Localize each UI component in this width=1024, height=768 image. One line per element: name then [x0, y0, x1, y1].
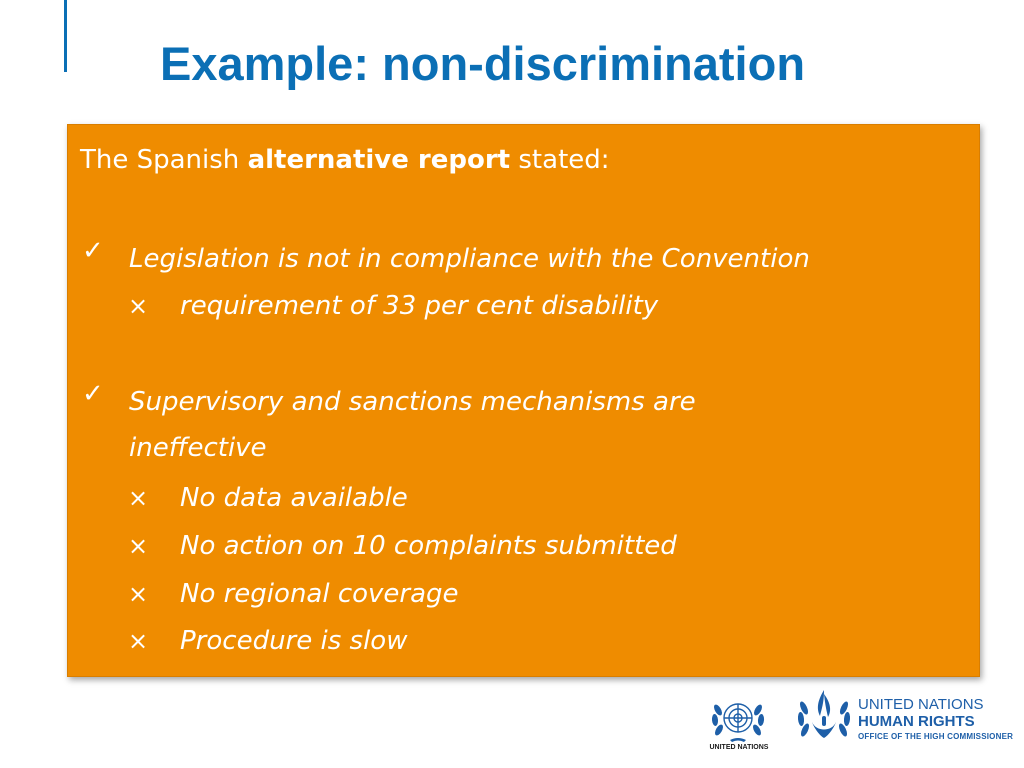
un-emblem-icon — [706, 694, 770, 744]
intro-bold: alternative report — [247, 145, 511, 175]
sub-text: No data available — [180, 483, 408, 513]
sub-text: Procedure is slow — [180, 626, 408, 656]
cross-icon: × — [128, 292, 149, 320]
cross-icon: × — [128, 532, 149, 560]
footer-logos — [700, 682, 1014, 762]
cross-icon: × — [128, 627, 149, 655]
check-text: Legislation is not in compliance with the Convention — [129, 244, 810, 274]
intro-prefix: The Spanish — [80, 145, 248, 175]
cross-icon: × — [128, 484, 149, 512]
checkmark-icon: ✓ — [82, 379, 104, 409]
sub-item — [68, 475, 968, 521]
sub-text: No regional coverage — [180, 579, 459, 609]
sub-item — [68, 571, 968, 617]
sub-text: No action on 10 complaints submitted — [180, 531, 677, 561]
ohchr-line-1: UNITED NATIONS — [858, 696, 984, 713]
ohchr-line-2: HUMAN RIGHTS — [858, 713, 975, 730]
intro-suffix: stated: — [510, 145, 610, 175]
content-box — [67, 124, 980, 677]
slide-title: Example: non-discrimination — [160, 37, 806, 90]
title-accent-bar — [64, 0, 67, 72]
intro-line — [80, 145, 610, 175]
ohchr-emblem-icon — [792, 686, 856, 748]
check-text: Supervisory and sanctions mechanisms are ineffective — [129, 387, 696, 463]
ohchr-wordmark — [858, 696, 1013, 741]
sub-item — [68, 283, 968, 329]
un-caption: UNITED NATIONS — [709, 744, 769, 751]
ohchr-line-3: OFFICE OF THE HIGH COMMISSIONER — [858, 732, 1014, 741]
checkmark-icon: ✓ — [82, 236, 104, 266]
sub-item — [68, 618, 968, 664]
cross-icon: × — [128, 580, 149, 608]
sub-text: requirement of 33 per cent disability — [180, 291, 659, 321]
sub-item — [68, 523, 968, 569]
